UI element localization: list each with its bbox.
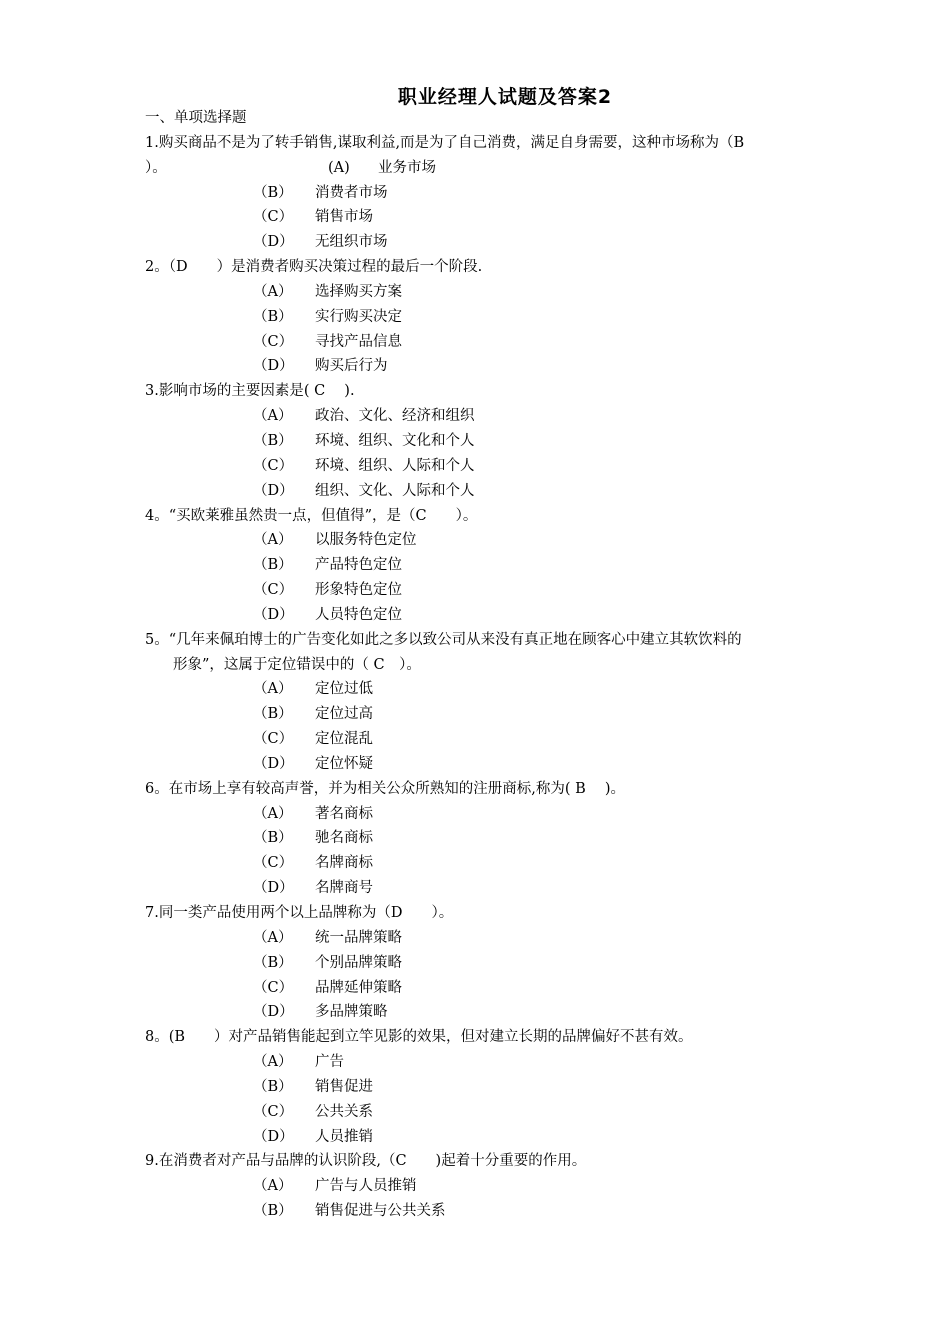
option-label: （C） <box>253 731 294 748</box>
question-3-text: 3.影响市场的主要因素是( C ). <box>145 383 355 400</box>
option-text: 消费者市场 <box>315 184 388 201</box>
option-text: 购买后行为 <box>315 358 388 375</box>
question-8-text: 8。(B ）对产品销售能起到立竿见影的效果，但对建立长期的品牌偏好不甚有效。 <box>145 1029 693 1046</box>
option-label: （A） <box>253 1054 293 1071</box>
question-7-text: 7.同一类产品使用两个以上品牌称为（D ）。 <box>145 905 454 921</box>
option-label: （A） <box>253 929 293 946</box>
question-1-option-c <box>145 205 865 230</box>
question-1-option-b <box>145 181 865 206</box>
option-label: （D） <box>253 358 294 375</box>
option-text: 形象特色定位 <box>315 582 402 599</box>
option-label: （C） <box>253 333 294 350</box>
option-text: 定位过低 <box>315 681 373 698</box>
question-1-option-d <box>145 230 865 255</box>
option-label: （A） <box>253 1178 293 1195</box>
question-2-option-d <box>145 354 865 379</box>
option-label: （C） <box>253 979 294 996</box>
option-text: 环境、组织、文化和个人 <box>315 432 475 449</box>
question-2-text: 2。（D ）是消费者购买决策过程的最后一个阶段. <box>145 259 483 276</box>
option-label: （D） <box>253 234 294 251</box>
question-5-option-b <box>145 702 865 727</box>
question-4-option-c <box>145 578 865 603</box>
question-3-option-d <box>145 479 865 504</box>
option-text: 销售促进与公共关系 <box>315 1203 446 1220</box>
question-5-text: 5。“几年来佩珀博士的广告变化如此之多以致公司从来没有真正地在顾客心中建立其软饮料的 <box>145 631 742 648</box>
option-text: 定位怀疑 <box>315 755 373 772</box>
option-label: （C） <box>253 1103 294 1120</box>
option-text: 选择购买方案 <box>315 283 402 300</box>
option-label: （A） <box>253 805 293 822</box>
option-text: 以服务特色定位 <box>315 532 417 549</box>
option-label: （C） <box>253 209 294 226</box>
question-5-option-a <box>145 677 865 702</box>
option-label: （D） <box>253 1128 294 1145</box>
option-label: （A） <box>253 283 293 300</box>
option-text: 广告与人员推销 <box>315 1178 417 1195</box>
option-text: 人员推销 <box>315 1128 373 1145</box>
option-text: 多品牌策略 <box>315 1004 388 1021</box>
option-label: （B） <box>253 830 293 847</box>
option-text: 广告 <box>315 1054 344 1071</box>
question-6-option-a <box>145 802 865 827</box>
option-label: （B） <box>253 706 293 723</box>
question-5-continuation: 形象”，这属于定位错误中的（ C ）。 <box>173 656 421 673</box>
question-5-option-d <box>145 752 865 777</box>
question-4-option-b <box>145 553 865 578</box>
question-1-option-a <box>145 156 865 181</box>
document-body <box>145 106 865 1224</box>
option-text: 统一品牌策略 <box>315 929 402 946</box>
page-title: 职业经理人试题及答案2 <box>397 86 613 108</box>
option-text: 驰名商标 <box>315 830 373 847</box>
question-4-option-d <box>145 603 865 628</box>
option-label: （B） <box>253 184 293 201</box>
question-7-option-b <box>145 951 865 976</box>
option-text: 产品特色定位 <box>315 557 402 574</box>
option-text: 定位过高 <box>315 706 373 723</box>
option-text: 销售市场 <box>315 209 373 226</box>
option-label: （D） <box>253 606 294 623</box>
option-label: （B） <box>253 1078 293 1095</box>
option-text: 定位混乱 <box>315 731 373 748</box>
option-label: （D） <box>253 755 294 772</box>
question-2-option-a <box>145 280 865 305</box>
option-text: 著名商标 <box>315 805 373 822</box>
question-6-option-d <box>145 876 865 901</box>
option-text: 名牌商标 <box>315 855 373 872</box>
option-label: （A） <box>253 532 293 549</box>
option-label: （C） <box>253 855 294 872</box>
option-label: （A） <box>253 408 293 425</box>
option-text: 人员特色定位 <box>315 606 402 623</box>
option-text: 销售促进 <box>315 1078 373 1095</box>
option-text: 名牌商号 <box>315 880 373 897</box>
question-8-option-a <box>145 1050 865 1075</box>
option-text: 无组织市场 <box>315 234 388 251</box>
question-3-option-c <box>145 454 865 479</box>
question-3-option-a <box>145 404 865 429</box>
question-3-option-b <box>145 429 865 454</box>
question-8-option-b <box>145 1075 865 1100</box>
option-text: 实行购买决定 <box>315 308 402 325</box>
question-8-option-c <box>145 1100 865 1125</box>
option-label: （D） <box>253 1004 294 1021</box>
option-label: （C） <box>253 457 294 474</box>
question-9-option-b <box>145 1199 865 1224</box>
question-7-option-d <box>145 1000 865 1025</box>
question-4-text: 4。“买欧莱雅虽然贵一点，但值得”，是（C ）。 <box>145 507 478 524</box>
question-1-tail: ）。 <box>145 159 167 176</box>
question-6-text: 6。在市场上享有较高声誉，并为相关公众所熟知的注册商标,称为( B )。 <box>145 780 626 797</box>
option-text: 政治、文化、经济和组织 <box>315 408 475 425</box>
option-label: （D） <box>253 482 294 499</box>
option-text: 公共关系 <box>315 1103 373 1120</box>
option-text: 寻找产品信息 <box>315 333 402 350</box>
question-2-option-b <box>145 305 865 330</box>
option-text: 业务市场 <box>378 159 436 176</box>
option-text: 个别品牌策略 <box>315 954 402 971</box>
question-8-option-d <box>145 1125 865 1150</box>
option-label: （B） <box>253 308 293 325</box>
question-7-option-c <box>145 976 865 1001</box>
option-text: 品牌延伸策略 <box>315 979 402 996</box>
question-1-text: 1.购买商品不是为了转手销售,谋取利益,而是为了自己消费，满足自身需要，这种市场称为（B <box>145 134 745 151</box>
question-6-option-b <box>145 826 865 851</box>
question-7-option-a <box>145 926 865 951</box>
option-label: (A) <box>328 159 350 176</box>
option-label: （B） <box>253 557 293 574</box>
option-text: 环境、组织、人际和个人 <box>315 457 475 474</box>
option-label: （B） <box>253 954 293 971</box>
question-6-option-c <box>145 851 865 876</box>
option-label: （C） <box>253 582 294 599</box>
option-label: （B） <box>253 1203 293 1220</box>
option-label: （A） <box>253 681 293 698</box>
section-heading: 一、单项选择题 <box>145 110 247 126</box>
question-5-option-c <box>145 727 865 752</box>
option-label: （D） <box>253 880 294 897</box>
question-9-option-a <box>145 1174 865 1199</box>
question-9-text: 9.在消费者对产品与品牌的认识阶段,（C )起着十分重要的作用。 <box>145 1153 587 1170</box>
option-text: 组织、文化、人际和个人 <box>315 482 475 499</box>
option-label: （B） <box>253 432 293 449</box>
question-4-option-a <box>145 528 865 553</box>
question-2-option-c <box>145 330 865 355</box>
